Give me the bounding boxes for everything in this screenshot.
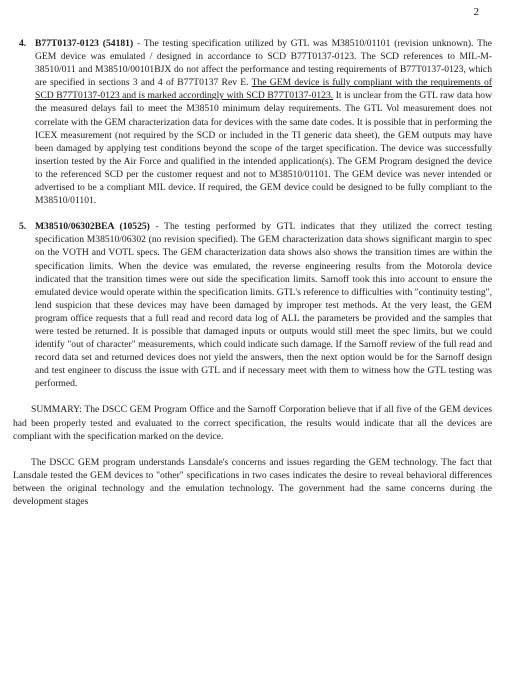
document-body	[13, 37, 492, 521]
list-item-4	[13, 37, 492, 207]
closing-paragraph: The DSCC GEM program understands Lansdale's concerns and issues regarding the GEM technology. The fact that Lansdale tested the GEM devices to "other" specifications in two cases indicates the desire to reveal behavioral differences between the original technology and the emulation technology. The government had the same concerns during the development stages	[13, 456, 492, 507]
item-text: - The testing performed by GTL indicates that they utilized the correct testing specification M38510/06302 (no revision specified). The GEM characterization data shows significant margin to spec on the VOTH and VOTL specs. The GEM characterization data shows also shows the transition times are within the specification limits. When the device was emulated, the reverse engineering results from the Motorola device indicated that the transition times were out side the specification limits. Sarnoff took this into account to ensure the emulated device would operate within the specification limits. GTL's reference to difficulties with "continuity testing", lend suspicion that these devices may have been damaged by improper test methods. At the very least, the GEM program office requests that a full read and record data log of ALL the parameters be provided and the samples that were tested be returned. It is possible that damaged inputs or outputs would still meet the spec limits, but we could identify "out of character" measurements, which could indicate such damage. If the Sarnoff review of the full read and record data set and returned devices does not yield the answers, then the next option would be for the Sarnoff design and test engineer to discuss the issue with GTL and if necessary meet with them to witness how the GTL testing was performed.	[35, 221, 492, 390]
item-text: - The testing specification utilized by GTL was M38510/01101 (revision unknown). The GEM device was emulated / designed in accordance to SCD B77T0137-0123. The SCD references to MIL-M-38510/011 and M38510/00101BJX do not affect the performance and testing requirements of B77T0137-0123, which are specified in sections 3 and 4 of B77T0137 Rev E.	[35, 38, 492, 89]
item-number: 5.	[19, 221, 27, 233]
list-item-5	[13, 220, 492, 390]
item-heading: M38510/06302BEA (10525)	[35, 221, 150, 233]
item-number: 4.	[19, 38, 27, 49]
summary-paragraph: SUMMARY: The DSCC GEM Program Office and the Sarnoff Corporation believe that if all five of the GEM devices had been properly tested and evaluated to the correct specification, the results would indicate that all the devices are compliant with the specification marked on the device.	[13, 404, 492, 442]
item-underlined-text: The GEM device is fully compliant with the requirements of SCD B77T0137-0123 and is marked accordingly with SCD B77T0137-0123.	[35, 77, 492, 102]
item-body	[35, 37, 492, 207]
item-text-continued: It is unclear from the GTL raw data how the measured delays fail to meet the M38510 minimum delay requirements. The GTL Vol measurement does not correlate with the GEM characterization data for devices with the same date codes. It is possible that in performing the ICEX measurement (not required by the SCD or included in the TI generic data sheet), the GEM outputs may have been damaged by applying test conditions beyond the scope of the target specification. The device was successfully insertion tested by the Air Force and qualified in the intended application(s). The GEM Program designed the device to the referenced SCD per the customer request and not to M38510/01101. The GEM device was never intended or advertised to be a compliant MIL device. If required, the GEM device could be designed to be fully compliant to the M38510/01101.	[35, 90, 492, 207]
item-body	[35, 220, 492, 390]
item-heading: B77T0137-0123 (54181)	[35, 38, 134, 49]
page-number: 2	[473, 6, 479, 18]
